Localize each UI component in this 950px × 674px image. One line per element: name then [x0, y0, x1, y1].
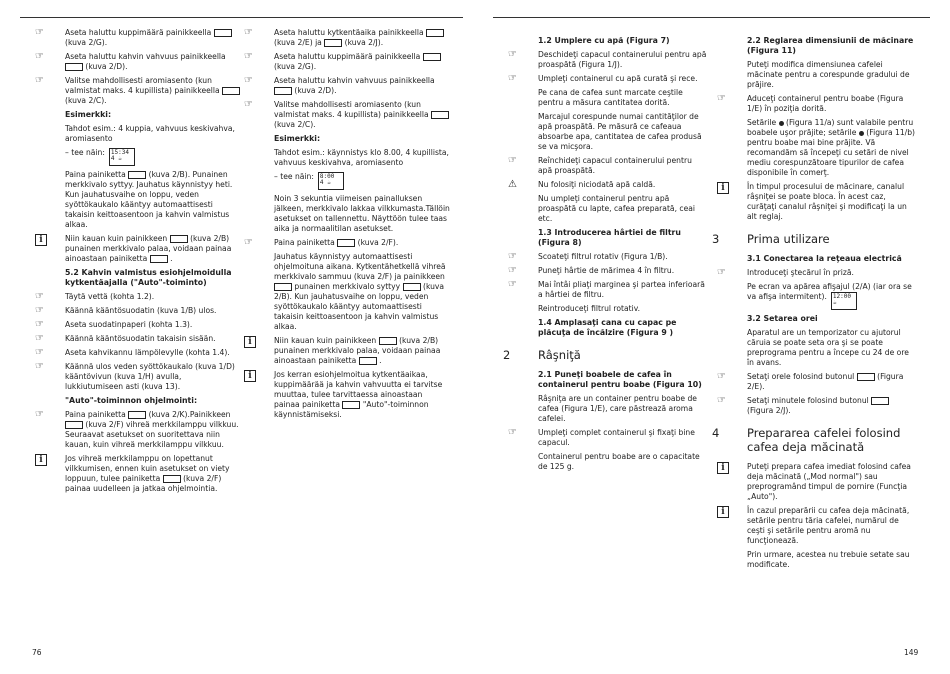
instruction-step: [35, 409, 241, 450]
subheading: "Auto"-toiminnon ohjelmointi:: [65, 396, 198, 405]
pointing-hand-icon: ☞: [508, 279, 517, 290]
paragraph-text: Pe ecran va apărea afişajul (2/A) (iar ora se va afişa intermitent).: [747, 282, 912, 301]
instruction-step: [508, 279, 708, 300]
instruction-step: [35, 347, 241, 358]
paragraph: [538, 88, 708, 108]
info-note: [721, 506, 917, 546]
panel-button-icon: [214, 29, 232, 37]
paragraph: [538, 452, 708, 472]
left-page-number: 76: [32, 648, 42, 657]
pointing-hand-icon: ☞: [244, 75, 253, 86]
subheading: 2.1 Puneţi boabele de cafea în containerul pentru boabe (Figura 10): [538, 370, 702, 389]
instruction-step: [508, 73, 708, 84]
paragraph-text: Setaţi minutele folosind butonul (Figura 2/J).: [747, 396, 889, 415]
section-title: Prepararea cafelei folosind cafea deja măcinată: [747, 426, 901, 454]
warning-icon: ⚠: [508, 179, 517, 190]
instruction-step: [35, 27, 241, 48]
paragraph-text: Umpleţi containerul cu apă curată şi rece.: [538, 74, 698, 83]
pointing-hand-icon: ☞: [35, 361, 44, 372]
subheading: 3.1 Conectarea la reţeaua electrică: [747, 254, 902, 263]
paragraph: [274, 194, 450, 234]
paragraph-text: Prin urmare, acestea nu trebuie setate sau modificate.: [747, 550, 910, 569]
paragraph: [274, 252, 450, 332]
panel-button-icon: [423, 53, 441, 61]
pointing-hand-icon: ☞: [508, 73, 517, 84]
heading-block: [538, 36, 708, 46]
right-page-top-rule: [493, 17, 930, 18]
setting-dot-icon: [859, 131, 864, 136]
subheading: 1.4 Amplasaţi cana cu capac pe plăcuţa de încălzire (Figura 9 ): [538, 318, 677, 337]
heading-block: [747, 314, 917, 324]
paragraph: [747, 60, 917, 90]
instruction-step: [244, 99, 450, 130]
warning-note: [508, 179, 708, 190]
paragraph: [274, 172, 450, 190]
paragraph-text: Valitse mahdollisesti aromiasento (kun valmistat maks. 4 kupillista) painikkeella (kuva 2/C).: [274, 100, 449, 129]
paragraph-text: Aduceţi containerul pentru boabe (Figura 1/E) în poziţia dorită.: [747, 94, 904, 113]
heading-block: [538, 318, 708, 338]
pointing-hand-icon: ☞: [35, 319, 44, 330]
lcd-display-icon: [318, 172, 344, 190]
right-page-number: 149: [904, 648, 919, 657]
paragraph-text: Tahdot esim.: 4 kuppia, vahvuus keskivahva, aromiasento: [65, 124, 235, 143]
pointing-hand-icon: ☞: [35, 347, 44, 358]
paragraph-text: Umpleţi complet containerul şi fixaţi bine capacul.: [538, 428, 695, 447]
paragraph-text: Valitse mahdollisesti aromiasento (kun valmistat maks. 4 kupillista) painikkeella (kuva 2/C).: [65, 76, 240, 105]
pointing-hand-icon: ☞: [244, 99, 253, 110]
left-page-top-rule: [20, 17, 463, 18]
pointing-hand-icon: ☞: [35, 27, 44, 38]
instruction-step: [508, 265, 708, 276]
pointing-hand-icon: ☞: [35, 305, 44, 316]
info-icon: i: [35, 454, 47, 466]
section-heading: [712, 426, 917, 454]
instruction-step: [35, 319, 241, 330]
panel-button-icon: [324, 39, 342, 47]
panel-button-icon: [170, 235, 188, 243]
panel-button-icon: [431, 111, 449, 119]
paragraph-text: – tee näin:: [65, 148, 105, 157]
lcd-line: 12:00: [832, 293, 851, 300]
paragraph-text: Aseta haluttu kuppimäärä painikkeella (kuva 2/G).: [65, 28, 232, 47]
heading-block: [274, 134, 450, 144]
paragraph: [538, 112, 708, 152]
pointing-hand-icon: ☞: [717, 371, 726, 382]
paragraph-text: Jos kerran esiohjelmoitua kytkentäaikaa, kuppimäärää ja kahvin vahvuutta ei tarvitse muuttaa, tulee tarvittaessa ainoastaan painaa painiketta "Auto"-toiminnon käynnistämiseksi.: [274, 370, 443, 419]
heading-block: [538, 370, 708, 390]
paragraph-text: Puteţi prepara cafea imediat folosind cafea deja măcinată („Mod normal") sau preprogramând timpul de pornire (Funcţia „Auto").: [747, 462, 911, 501]
subheading: Esimerkki:: [274, 134, 321, 143]
section-number: 4: [712, 426, 720, 440]
left-page-column-1: [35, 27, 241, 498]
pointing-hand-icon: ☞: [35, 333, 44, 344]
paragraph-text: Käännä kääntösuodatin takaisin sisään.: [65, 334, 216, 343]
info-icon: i: [35, 234, 47, 246]
instruction-step: [717, 371, 917, 392]
paragraph-text: Aseta suodatinpaperi (kohta 1.3).: [65, 320, 193, 329]
paragraph: [747, 282, 917, 310]
pointing-hand-icon: ☞: [244, 27, 253, 38]
instruction-step: [508, 155, 708, 176]
panel-button-icon: [857, 373, 875, 381]
lcd-line: ☕: [832, 299, 837, 306]
paragraph-text: – tee näin:: [274, 172, 314, 181]
paragraph: [747, 118, 917, 178]
pointing-hand-icon: ☞: [35, 291, 44, 302]
paragraph-text: Tahdot esim.: käynnistys klo 8.00, 4 kupillista, vahvuus keskivahva, aromiasento: [274, 148, 449, 167]
panel-button-icon: [163, 475, 181, 483]
panel-button-icon: [128, 411, 146, 419]
panel-button-icon: [871, 397, 889, 405]
paragraph-text: Jos vihreä merkkilamppu on lopettanut vilkkumisen, ennen kuin asetukset on viety loppuun, tulee painiketta (kuva 2/F) painaa uudelleen ja jatkaa ohjelmointia.: [65, 454, 230, 493]
heading-block: [65, 110, 241, 120]
paragraph-text: Puneţi hârtie de mărimea 4 în filtru.: [538, 266, 675, 275]
lcd-display-icon: [109, 148, 135, 166]
paragraph-text: Setaţi orele folosind butonul (Figura 2/E).: [747, 372, 904, 391]
info-icon: i: [244, 336, 256, 348]
section-number: 2: [503, 348, 511, 362]
paragraph-text: Nu umpleţi containerul pentru apă proaspătă cu lapte, cafea preparată, ceai etc.: [538, 194, 696, 223]
heading-block: [747, 254, 917, 264]
lcd-display-icon: [831, 292, 857, 310]
panel-button-icon: [274, 283, 292, 291]
paragraph-text: Pe cana de cafea sunt marcate ceştile pentru a măsura cantitatea dorită.: [538, 88, 683, 107]
heading-block: [65, 268, 241, 288]
paragraph-text: Aparatul are un temporizator cu ajutorul căruia se poate seta ora şi se poate preprograma pentru a începe cu 24 de ore în avans.: [747, 328, 909, 367]
subheading: 5.2 Kahvin valmistus esiohjelmoidulla kytkentäajalla ("Auto"-toiminto): [65, 268, 232, 287]
setting-dot-icon: [779, 121, 784, 126]
instruction-step: [717, 267, 917, 278]
info-note: [39, 234, 241, 264]
lcd-line: 15:34: [110, 149, 129, 156]
instruction-step: [35, 51, 241, 72]
lcd-line: 8:00: [319, 173, 335, 180]
instruction-step: [508, 49, 708, 70]
paragraph-text: Käännä ulos veden syöttökaukalo (kuva 1/D) kääntövivun (kuva 1/H) avulla, lukkiutumiseen asti (kuva 13).: [65, 362, 235, 391]
paragraph-text: Aseta haluttu kahvin vahvuus painikkeella (kuva 2/D).: [274, 76, 435, 95]
right-page-column-1: [503, 33, 708, 476]
pointing-hand-icon: ☞: [717, 93, 726, 104]
panel-button-icon: [337, 239, 355, 247]
paragraph-text: Niin kauan kuin painikkeen (kuva 2/B) punainen merkkivalo palaa, voidaan painaa ainoastaan painiketta .: [65, 234, 232, 263]
panel-button-icon: [274, 87, 292, 95]
info-note: [248, 336, 450, 366]
paragraph-text: Reintroduceţi filtrul rotativ.: [538, 304, 641, 313]
instruction-step: [35, 75, 241, 106]
info-icon: i: [717, 462, 729, 474]
panel-button-icon: [342, 401, 360, 409]
paragraph: [538, 194, 708, 224]
right-page-column-2: [712, 33, 917, 574]
paragraph-text: Mai întâi pliaţi marginea şi partea inferioară a hârtiei de filtru.: [538, 280, 705, 299]
instruction-step: [35, 333, 241, 344]
paragraph: [538, 304, 708, 314]
pointing-hand-icon: ☞: [508, 49, 517, 60]
subheading: Esimerkki:: [65, 110, 112, 119]
subheading: 1.2 Umplere cu apă (Figura 7): [538, 36, 670, 45]
paragraph: [538, 394, 708, 424]
panel-button-icon: [403, 283, 421, 291]
instruction-step: [35, 291, 241, 302]
paragraph-text: Paina painiketta (kuva 2/K).Painikkeen (kuva 2/F) vihreä merkkilamppu vilkkuu. Seuraavat asetukset on suoritettava niin kauan, kuin vihreä merkkilamppu vilkkuu.: [65, 410, 239, 449]
heading-block: [747, 36, 917, 56]
paragraph: [65, 170, 241, 230]
info-note: [39, 454, 241, 494]
pointing-hand-icon: ☞: [717, 395, 726, 406]
paragraph-text: Aseta haluttu kuppimäärä painikkeella (kuva 2/G).: [274, 52, 441, 71]
paragraph-text: Täytä vettä (kohta 1.2).: [65, 292, 155, 301]
panel-button-icon: [65, 63, 83, 71]
instruction-step: [508, 251, 708, 262]
pointing-hand-icon: ☞: [35, 51, 44, 62]
paragraph: [65, 124, 241, 144]
instruction-step: [35, 305, 241, 316]
pointing-hand-icon: ☞: [508, 155, 517, 166]
heading-block: [65, 396, 241, 406]
paragraph-text: Puteţi modifica dimensiunea cafelei măcinate pentru a corespunde gradului de prăjire.: [747, 60, 910, 89]
paragraph-text: Aseta haluttu kytkentäaika painikkeella (kuva 2/E) ja (kuva 2/J).: [274, 28, 444, 47]
paragraph-text: Râşniţa are un container pentru boabe de cafea (Figura 1/E), care păstrează aroma cafelei.: [538, 394, 697, 423]
panel-button-icon: [359, 357, 377, 365]
paragraph-text: Aseta kahvikannu lämpölevylle (kohta 1.4).: [65, 348, 230, 357]
paragraph-text: Scoateţi filtrul rotativ (Figura 1/B).: [538, 252, 668, 261]
paragraph-text: Introduceţi ştecărul în priză.: [747, 268, 854, 277]
paragraph-text: Setările (Figura 11/a) sunt valabile pentru boabele uşor prăjite; setările (Figura 11/b) pentru boabe mai bine prăjite. Vă recomandăm să începeţi cu setări de nivel mediu corespunzătoare tipurilor de cafea disponibile în comerţ.: [747, 118, 916, 177]
pointing-hand-icon: ☞: [508, 265, 517, 276]
panel-button-icon: [150, 255, 168, 263]
instruction-step: [717, 93, 917, 114]
subheading: 2.2 Reglarea dimensiunii de măcinare (Figura 11): [747, 36, 914, 55]
lcd-line: 4 ☕: [319, 179, 331, 186]
section-number: 3: [712, 232, 720, 246]
panel-button-icon: [222, 87, 240, 95]
paragraph-text: Marcajul corespunde numai cantităţilor de apă proaspătă. Pe măsură ce cafeaua absoarbe apa, cantitatea de cafea produsă se va micşora.: [538, 112, 702, 151]
subheading: 1.3 Introducerea hârtiei de filtru (Figura 8): [538, 228, 681, 247]
heading-block: [538, 228, 708, 248]
pointing-hand-icon: ☞: [508, 427, 517, 438]
paragraph-text: Käännä kääntösuodatin (kuva 1/B) ulos.: [65, 306, 217, 315]
panel-button-icon: [426, 29, 444, 37]
paragraph-text: Reînchideţi capacul containerului pentru apă proaspătă.: [538, 156, 692, 175]
pointing-hand-icon: ☞: [244, 51, 253, 62]
info-icon: i: [717, 506, 729, 518]
panel-button-icon: [128, 171, 146, 179]
info-note: [248, 370, 450, 420]
paragraph-text: Paina painiketta (kuva 2/F).: [274, 238, 399, 247]
instruction-step: [35, 361, 241, 392]
info-icon: i: [717, 182, 729, 194]
paragraph-text: Containerul pentru boabe are o capacitate de 125 g.: [538, 452, 700, 471]
paragraph-text: Niin kauan kuin painikkeen (kuva 2/B) punainen merkkivalo palaa, voidaan painaa ainoastaan painiketta .: [274, 336, 441, 365]
paragraph: [747, 550, 917, 570]
paragraph-text: În timpul procesului de măcinare, canalul râşniţei se poate bloca. În acest caz, curăţaţi canalul râşniţei şi modificaţi la un alt reglaj.: [747, 182, 907, 221]
paragraph-text: Deschideţi capacul containerului pentru apă proaspătă (Figura 1/J).: [538, 50, 707, 69]
paragraph-text: Aseta haluttu kahvin vahvuus painikkeella (kuva 2/D).: [65, 52, 226, 71]
info-icon: i: [244, 370, 256, 382]
paragraph-text: Nu folosiţi niciodată apă caldă.: [538, 180, 656, 189]
lcd-line: 4 ☕: [110, 155, 122, 162]
paragraph-text: Jauhatus käynnistyy automaattisesti ohjelmoituna aikana. Kytkentähetkellä vihreä merkkivalo sammuu (kuva 2/F) ja painikkeen punainen merkkivalo syttyy (kuva 2/B). Kun jauhatusvaihe on loppu, veden syöttökaukalo kääntyy automaattisesti takaisin keittoasentoon ja kahvin valmistus alkaa.: [274, 252, 446, 331]
pointing-hand-icon: ☞: [717, 267, 726, 278]
instruction-step: [717, 395, 917, 416]
left-page-column-2: [244, 27, 450, 424]
instruction-step: [244, 237, 450, 248]
subheading: 3.2 Setarea orei: [747, 314, 818, 323]
instruction-step: [244, 27, 450, 48]
panel-button-icon: [65, 421, 83, 429]
paragraph-text: În cazul preparării cu cafea deja măcinată, setările pentru tăria cafelei, numărul de ceşti şi setările pentru aromă nu funcţionează.: [747, 506, 910, 545]
paragraph-text: Noin 3 sekuntia viimeisen painalluksen jälkeen, merkkivalo lakkaa vilkkumasta.Tällöin asetukset on tallennettu. Näyttöön tulee taas aika ja normaalitilan asetukset.: [274, 194, 450, 233]
section-title: Râşniţă: [538, 348, 581, 362]
pointing-hand-icon: ☞: [244, 237, 253, 248]
panel-button-icon: [379, 337, 397, 345]
section-title: Prima utilizare: [747, 232, 830, 246]
instruction-step: [508, 427, 708, 448]
paragraph-text: Paina painiketta (kuva 2/B). Punainen merkkivalo syttyy. Jauhatus käynnistyy heti. Kun jauhatusvaihe on loppu, veden syöttökaukalo kääntyy automaattisesti takaisin keittoasentoon ja kahvin valmistus alkaa.: [65, 170, 233, 229]
info-note: [721, 462, 917, 502]
section-heading: [503, 348, 708, 362]
paragraph: [274, 148, 450, 168]
section-heading: [712, 232, 917, 246]
instruction-step: [244, 75, 450, 96]
pointing-hand-icon: ☞: [35, 75, 44, 86]
info-note: [721, 182, 917, 222]
pointing-hand-icon: ☞: [35, 409, 44, 420]
paragraph: [65, 148, 241, 166]
paragraph: [747, 328, 917, 368]
instruction-step: [244, 51, 450, 72]
pointing-hand-icon: ☞: [508, 251, 517, 262]
